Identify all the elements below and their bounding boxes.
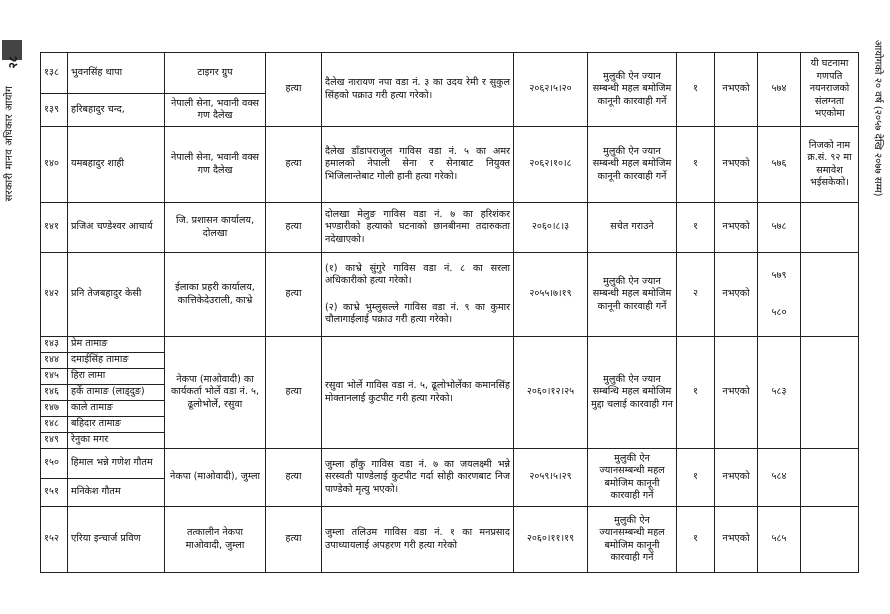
serial-cell: १४२: [41, 253, 68, 337]
name-cell: काले तामाङ: [68, 401, 165, 417]
name-cell: रेनुका मगर: [68, 433, 165, 449]
name-cell: प्रेम तामाङ: [68, 337, 165, 353]
remark-cell: [801, 203, 859, 253]
recommendation-cell: मुलुकी ऐन ज्यान सम्बन्धी महल बमोजिम कानूनी कारवाही गर्ने: [588, 127, 677, 203]
status-cell: नभएको: [715, 203, 758, 253]
date-cell: २०६२।१०।८: [514, 127, 588, 203]
crime-cell: हत्या: [266, 337, 322, 449]
name-cell: प्रनि तेजबहादुर केसी: [68, 253, 165, 337]
name-cell: हरिबहादुर चन्द,: [68, 94, 165, 127]
file-cell: ५८३: [758, 337, 801, 449]
serial-cell: १४८: [41, 417, 68, 433]
status-cell: नभएको: [715, 507, 758, 573]
remark-cell: [801, 253, 859, 337]
recommendation-cell: मुलुकी ऐन ज्यानसम्बन्धी महल बमोजिम कानूनी कारवाही गर्ने: [588, 449, 677, 507]
name-cell: बहिदार तामाङ: [68, 417, 165, 433]
file-number-2: ५८०: [771, 306, 787, 318]
table-row: [41, 449, 859, 479]
recommendation-cell: मुलुकी ऐन ज्यान सम्बन्धी महल बमोजिम कानूनी कारवाही गर्ने: [588, 253, 677, 337]
crime-cell: हत्या: [266, 127, 322, 203]
date-cell: २०६२।५।२०: [514, 53, 588, 127]
name-cell: एरिया इन्चार्ज प्रविण: [68, 507, 165, 573]
status-cell: नभएको: [715, 53, 758, 127]
date-cell: २०५९।५।२९: [514, 449, 588, 507]
crime-cell: हत्या: [266, 507, 322, 573]
serial-cell: १४६: [41, 385, 68, 401]
serial-cell: १४४: [41, 353, 68, 369]
serial-cell: १३८: [41, 53, 68, 94]
date-cell: २०६०।८।३: [514, 203, 588, 253]
remark-cell: यी घटनामा गणपति नयनराजको संलग्नता भएकोमा: [801, 53, 859, 127]
name-cell: हिमाल भन्ने गणेश गौतम: [68, 449, 165, 479]
name-cell: मनिकेश गौतम: [68, 479, 165, 507]
records-table: [40, 52, 859, 573]
serial-cell: १४७: [41, 401, 68, 417]
date-cell: २०६०।११।१९: [514, 507, 588, 573]
org-cell: नेपाली सेना, भवानी वक्स गण दैलेख: [165, 127, 266, 203]
serial-cell: १५२: [41, 507, 68, 573]
org-cell: टाइगर ग्रुप: [165, 53, 266, 94]
crime-cell: हत्या: [266, 449, 322, 507]
date-cell: २०५५।७।१९: [514, 253, 588, 337]
name-cell: हर्के तामाङ (लाड्दुङ): [68, 385, 165, 401]
name-cell: भुवनसिंह थापा: [68, 53, 165, 94]
description-cell: जुम्ला हाँकु गाविस वडा नं. ७ का जयलक्ष्मी भन्ने सरस्वती पाण्डेलाई कुटपीट गर्दा सोही कारणबाट निज पाण्डेको मृत्यु भएको।: [322, 449, 514, 507]
remark-cell: [801, 337, 859, 449]
name-cell: यमबहादुर शाही: [68, 127, 165, 203]
file-cell: ५८५: [758, 507, 801, 573]
serial-cell: १४०: [41, 127, 68, 203]
status-cell: नभएको: [715, 449, 758, 507]
serial-cell: १३९: [41, 94, 68, 127]
description-part-2: (२) काभ्रे भुम्लुसल्ले गाविस वडा नं. ९ का कुमार चौलागाईलाई पक्राउ गरी हत्या गरेको।: [325, 301, 510, 325]
org-cell: नेपाली सेना, भवानी वक्स गण दैलेख: [165, 94, 266, 127]
crime-cell: हत्या: [266, 53, 322, 127]
description-cell: दैलेख डाँडापराजुल गाविस वडा नं. ५ का अमर हमालको नेपाली सेना र सेनाबाट नियुक्त भिजिलान्तेबाट गोली हानी हत्या गरेको।: [322, 127, 514, 203]
remark-cell: निजको नाम क्र.सं. ९२ मा समावेश भईसकेको।: [801, 127, 859, 203]
serial-cell: १४१: [41, 203, 68, 253]
table-row: [41, 203, 859, 253]
remark-cell: [801, 507, 859, 573]
serial-cell: १५०: [41, 449, 68, 479]
file-cell: ५८४: [758, 449, 801, 507]
count-cell: १: [677, 507, 715, 573]
name-cell: दमाईसिंह तामाङ: [68, 353, 165, 369]
serial-cell: १४३: [41, 337, 68, 353]
status-cell: नभएको: [715, 253, 758, 337]
name-cell: हिरा लामा: [68, 369, 165, 385]
description-cell: दोलखा मेलुङ गाविस वडा नं. ७ का हरिशंकर भण्डारीको हत्याको घटनाको छानबीनमा तदारुकता नदेखाएको।: [322, 203, 514, 253]
count-cell: १: [677, 203, 715, 253]
count-cell: १: [677, 449, 715, 507]
org-cell: जि. प्रशासन कार्यालय, दोलखा: [165, 203, 266, 253]
description-cell: जुम्ला तलिउम गाविस वडा नं. १ का मनप्रसाद उपाध्यायलाई अपहरण गरी हत्या गरेको: [322, 507, 514, 573]
org-cell: ईलाका प्रहरी कार्यालय, कात्तिकेदेउराली, काभ्रे: [165, 253, 266, 337]
page-number: २८: [6, 56, 20, 69]
file-cell: ५७८: [758, 203, 801, 253]
date-cell: २०६०।१२।२५: [514, 337, 588, 449]
description-part-1: (१) काभ्रे सुंगुरे गाविस वडा नं. ८ का सरला अधिकारीको हत्या गरेको।: [325, 262, 510, 286]
count-cell: १: [677, 53, 715, 127]
table-row: [41, 127, 859, 203]
description-cell: दैलेख नारायण नपा वडा नं. ३ का उदय रेमी र सुकुल सिंहको पक्राउ गरी हत्या गरेको।: [322, 53, 514, 127]
name-cell: प्रजिअ चण्डेश्वर आचार्य: [68, 203, 165, 253]
remark-cell: [801, 449, 859, 507]
count-cell: १: [677, 127, 715, 203]
table-row: [41, 53, 859, 94]
count-cell: १: [677, 337, 715, 449]
left-margin-strip: [0, 0, 28, 614]
recommendation-cell: मुलुकी ऐन ज्यानसम्बन्धी महल बमोजिम कानूनी कारवाही गर्ने: [588, 507, 677, 573]
right-running-header: आयोगको २० वर्ष (२०५७ देखि २०७७ सम्म): [872, 40, 883, 197]
table-row: [41, 337, 859, 353]
file-number-1: ५७९: [771, 270, 787, 281]
file-cell: ५७४: [758, 53, 801, 127]
file-cell: [758, 253, 801, 337]
serial-cell: १४५: [41, 369, 68, 385]
serial-cell: १४९: [41, 433, 68, 449]
description-cell: रसुवा भोर्ले गाविस वडा नं. ५, ढूलोभोर्लेका कमानसिंह मोक्तानलाई कुटपीट गरी हत्या गरेको।: [322, 337, 514, 449]
status-cell: नभएको: [715, 337, 758, 449]
crime-cell: हत्या: [266, 203, 322, 253]
file-cell: ५७६: [758, 127, 801, 203]
crime-cell: हत्या: [266, 253, 322, 337]
serial-cell: १५१: [41, 479, 68, 507]
org-cell: तत्कालीन नेकपा माओवादी, जुम्ला: [165, 507, 266, 573]
table-row: [41, 253, 859, 337]
recommendation-cell: मुलुकी ऐन ज्यान सम्बन्धि महल बमोजिम मुद्दा चलाई कारवाही गन: [588, 337, 677, 449]
recommendation-cell: सचेत गराउने: [588, 203, 677, 253]
table-row: [41, 507, 859, 573]
org-cell: नेकपा (माओवादी), जुम्ला: [165, 449, 266, 507]
description-cell: [322, 253, 514, 337]
right-margin-strip: [870, 40, 888, 197]
count-cell: २: [677, 253, 715, 337]
status-cell: नभएको: [715, 127, 758, 203]
left-running-header: सरकारी मानव अधिकार आयोग: [4, 86, 15, 202]
org-cell: नेकपा (माओवादी) का कार्यकर्ता भोर्ले वडा नं. ५, ढूलोभोर्ले, रसुवा: [165, 337, 266, 449]
recommendation-cell: मुलुकी ऐन ज्यान सम्बन्धी महल बमोजिम कानूनी कारवाही गर्ने: [588, 53, 677, 127]
